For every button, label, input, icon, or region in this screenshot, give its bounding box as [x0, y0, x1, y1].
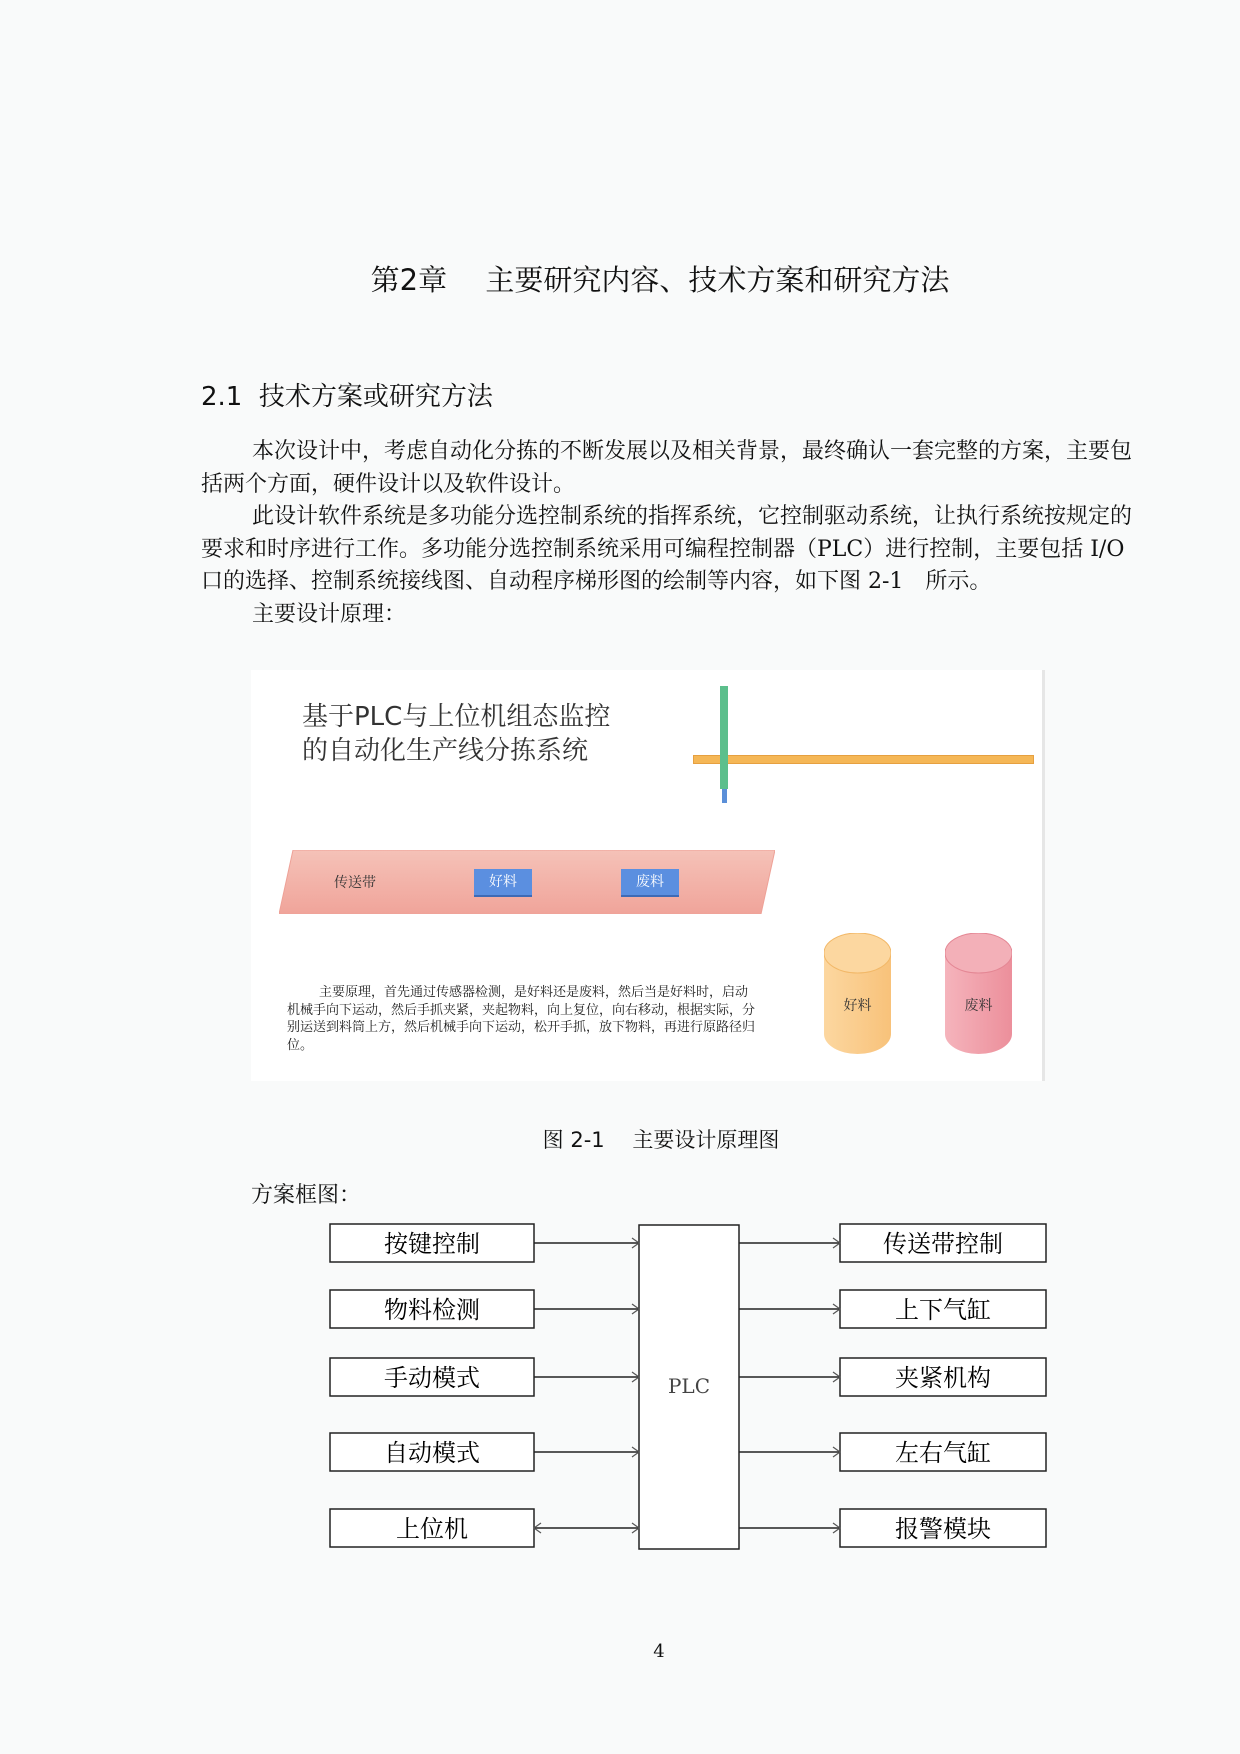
bad-bin-label: 废料 — [964, 998, 993, 1014]
horizontal-rail — [693, 755, 1034, 764]
figure-title-line: 的自动化生产线分拣系统 — [302, 736, 589, 766]
paragraph: 此设计软件系统是多功能分选控制系统的指挥系统，它控制驱动系统，让执行系统按规定的要求和时序进行工作。多功能分选控制系统采用可编程控制器（PLC）进行控制，主要包括 I/O 口的选择、控制系统接线图、自动程序梯形图的绘制等内容，如下图 2-1 所示。 — [201, 504, 1133, 594]
good-bin-label: 好料 — [843, 998, 872, 1014]
output-label: 左右气缸 — [895, 1439, 991, 1467]
figure-title — [302, 700, 610, 768]
scheme-label: 方案框图： — [251, 1183, 362, 1208]
input-label: 自动模式 — [384, 1439, 480, 1467]
gripper — [722, 789, 727, 803]
output-label: 夹紧机构 — [895, 1364, 991, 1392]
output-label: 上下气缸 — [895, 1296, 991, 1324]
chapter-title: 第2章 主要研究内容、技术方案和研究方法 — [370, 263, 950, 297]
conveyor-belt — [279, 850, 775, 914]
bad-material-tag: 废料 — [621, 869, 679, 897]
paragraph: 主要设计原理： — [252, 601, 407, 627]
plc-label: PLC — [667, 1374, 711, 1398]
conveyor-label: 传送带 — [334, 875, 376, 891]
figure-description: 主要原理，首先通过传感器检测，是好料还是废料，然后当是好料时，启动机械手向下运动，然后手抓夹紧，夹起物料，向上复位，向右移动，根据实际，分别运送到料筒上方，然后机械手向下运动，松开手抓，放下物料，再进行原路径归位。 — [287, 985, 756, 1053]
input-label: 上位机 — [396, 1515, 468, 1543]
paragraph: 本次设计中，考虑自动化分拣的不断发展以及相关背景，最终确认一套完整的方案，主要包括两个方面，硬件设计以及软件设计。 — [201, 439, 1133, 497]
input-label: 物料检测 — [384, 1296, 480, 1324]
good-material-tag: 好料 — [474, 869, 532, 897]
body-text — [201, 436, 1141, 631]
bad-bin — [945, 933, 1012, 1054]
input-label: 按键控制 — [384, 1230, 480, 1258]
page-number: 4 — [653, 1641, 665, 1662]
input-label: 手动模式 — [384, 1364, 480, 1392]
block-diagram — [320, 1215, 1060, 1560]
figure-title-line: 基于PLC与上位机组态监控 — [302, 702, 611, 732]
output-label: 传送带控制 — [883, 1230, 1003, 1258]
design-principle-figure — [251, 670, 1045, 1081]
good-bin — [824, 933, 891, 1054]
output-label: 报警模块 — [895, 1515, 991, 1543]
section-heading: 2.1 技术方案或研究方法 — [201, 382, 493, 412]
figure-caption: 图 2-1 主要设计原理图 — [542, 1128, 780, 1152]
vertical-arm — [720, 686, 728, 789]
